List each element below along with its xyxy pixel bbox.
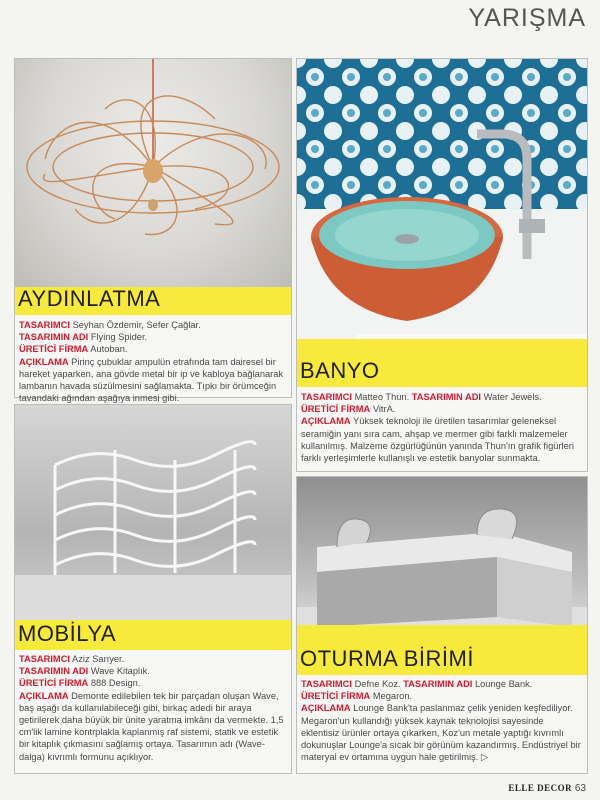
designer-value: Matteo Thun. [354,392,410,402]
maker-label: ÜRETİCİ FİRMA [301,691,371,702]
desc-value: Lounge Bank'ta paslanmaz çelik yeniden keşfediliyor. Megaron'un kullandığı yüksek kaynak teknolojisi sayesinde eklentisiz ürünler ortaya çıkarken, Koz'un metale yaptığı kıvrımlı dokunuşlar Lounge'a sıcak bir görünüm kazandırmış. Endüstriyel bir materyal ev ortamına uygun hale getirilmiş. ▷ [301,703,581,763]
design-value: Lounge Bank. [474,679,533,689]
basin-photo [297,59,587,387]
maker-value: Megaron. [372,691,413,702]
card-text [301,391,581,464]
page-number: 63 [574,783,586,794]
card-oturma-birimi [296,476,588,774]
spider-lamp-illustration [15,59,291,287]
card-aydinlatma [14,58,292,404]
desc-label: AÇIKLAMA [19,690,69,701]
designer-label: TASARIMCI [301,392,352,402]
maker-label: ÜRETİCİ FİRMA [301,404,371,415]
page-footer [508,783,586,794]
card-mobilya [14,404,292,774]
bookshelf-photo [15,405,291,620]
designer-value: Seyhan Özdemir, Sefer Çağlar. [72,320,201,330]
category-band [297,339,587,387]
magazine-name: ELLE DECOR [508,783,573,793]
maker-value: 888 Design. [90,678,141,689]
desc-value: Yüksek teknoloji ile üretilen tasarımlar geleneksel seramiğin yanı sıra cam, ahşap ve mermer gibi farklı malzemeler kullanılmış. Malzeme özgürlüğünün yanında Thun'ın grafik figürleri farklı yerleşimlerle kullanışlı ve estetik banyolar sunmakta. [301,416,574,464]
wave-shelf-illustration [15,405,291,620]
desc-label: AÇIKLAMA [301,416,351,427]
basin-illustration [297,59,587,387]
design-value: Flying Spider. [90,332,148,343]
card-text [19,653,285,763]
designer-value: Aziz Sarıyer. [72,654,125,664]
design-label: TASARIMIN ADI [411,392,481,402]
lamp-photo [15,59,291,287]
design-label: TASARIMIN ADI [19,332,89,343]
maker-label: ÜRETİCİ FİRMA [19,678,89,689]
designer-label: TASARIMCI [301,679,352,689]
desc-label: AÇIKLAMA [301,703,351,714]
design-value: Wave Kitaplık. [90,666,150,677]
maker-label: ÜRETİCİ FİRMA [19,344,89,355]
designer-value: Defne Koz. [354,679,401,689]
lounge-bench-illustration [297,477,587,647]
section-title: YARIŞMA [468,4,586,32]
category-title: AYDINLATMA [18,286,161,311]
card-text [19,319,285,404]
category-band [15,620,291,650]
category-title: BANYO [300,358,380,383]
desc-value: Pirinç çubuklar ampulün etrafında tam dairesel bir hareket yaparken, ana gövde metal bir ip ve kabloya bağlanarak lambanın havada süzülmesini sağlamakta. Tıpkı bir örümceğin tavandaki ağından aşağıya inmesi gibi. [19,356,284,404]
design-label: TASARIMIN ADI [403,679,473,689]
card-text [301,678,581,763]
design-label: TASARIMIN ADI [19,666,89,677]
category-band [15,287,291,315]
designer-label: TASARIMCI [19,654,70,664]
maker-value: VitrA. [372,404,396,415]
card-banyo [296,58,588,472]
category-title: OTURMA BİRİMİ [300,646,474,671]
category-title: MOBİLYA [18,621,117,646]
bench-photo [297,477,587,647]
designer-label: TASARIMCI [19,320,70,330]
category-band [297,625,587,675]
maker-value: Autoban. [90,344,128,355]
desc-label: AÇIKLAMA [19,356,69,367]
desc-value: Demonte edilebilen tek bir parçadan oluşan Wave, baş aşağı da kullanılabileceği gibi, birkaç adedi bir araya getirilerek daha büyük bir ünite yaratma imkânı da vermekte. 1,5 cm'lik lamine kontrplakla kaplanmış raf sistemi, statik ve estetik bir kitaplık çıkmasını sağlamış ortaya. Tasarımın adı (Wave-dalga) kıvrımlı formunu açıklıyor. [19,690,284,762]
design-value: Water Jewels. [483,392,542,402]
